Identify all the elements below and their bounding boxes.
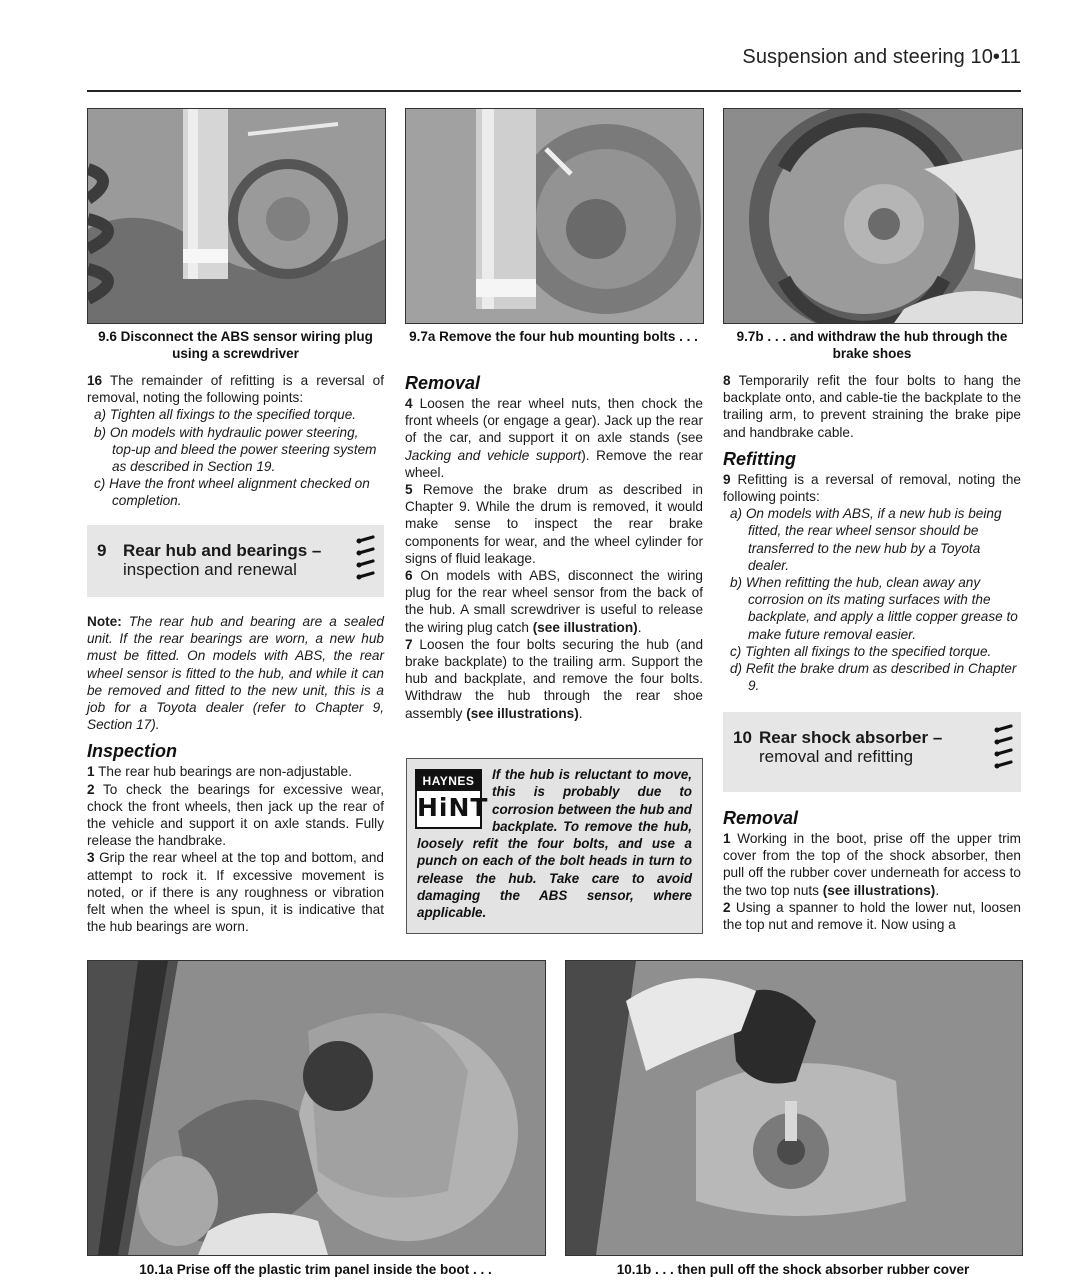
para-ref-bold: (see illustrations) [466, 705, 579, 721]
list-item: c) Have the front wheel alignment checked on completion. [94, 476, 370, 509]
list-item: a) On models with ABS, if a new hub is being fitted, the rear wheel sensor should be transferred to the new hub by a Toyota dealer. [730, 506, 1002, 573]
para-number: 9 [723, 471, 731, 487]
difficulty-spanner-icon [993, 722, 1015, 782]
heading-inspection: Inspection [87, 741, 178, 762]
photo-rubber-cover [565, 960, 1023, 1256]
section-number: 9 [97, 541, 107, 560]
para-16 [87, 372, 384, 406]
para-ref-bold: (see illustration) [532, 619, 638, 635]
para-7 [405, 636, 703, 722]
para-number: 5 [405, 482, 413, 498]
photo-hub-withdraw [723, 108, 1023, 324]
caption-9-6: 9.6 Disconnect the ABS sensor wiring plug using a screwdriver [98, 329, 373, 361]
caption-9-7b: 9.7b . . . and withdraw the hub through the brake shoes [736, 329, 1008, 361]
para-italic-ref: Jacking and vehicle support [405, 447, 582, 463]
note-label: Note: [87, 614, 122, 629]
section-title-sub: removal and refitting [759, 747, 914, 766]
para-text: To check the bearings for excessive wear, chock the front wheels, then jack up the rear of the vehicle and support it on axle stands. Fully release the handbrake. [87, 781, 384, 849]
hint-text-block [417, 766, 692, 922]
para-4 [405, 395, 703, 481]
para-number: 6 [405, 568, 413, 584]
section-number: 10 [733, 728, 752, 747]
para-text: Using a spanner to hold the lower nut, loosen the top nut and remove it. Now using a [723, 899, 1021, 933]
para-end: . [637, 619, 642, 635]
para-2 [87, 781, 384, 850]
note-paragraph [87, 613, 384, 733]
para-text: ). Remove the rear wheel. [405, 447, 703, 480]
hint-logo-haynes: HAYNES [417, 771, 480, 791]
section-title [759, 728, 942, 766]
column-1-top [87, 372, 384, 510]
para-text: The rear hub bearings are non-adjustable. [94, 764, 353, 780]
para-number: 4 [405, 396, 413, 411]
heading-removal: Removal [405, 373, 481, 393]
para-5 [405, 481, 703, 567]
para-6 [405, 567, 703, 636]
para-text: The remainder of refitting is a reversal of removal, noting the following points: [87, 373, 384, 406]
para-number: 2 [87, 781, 95, 797]
para-number: 1 [87, 764, 95, 780]
para-number: 1 [723, 831, 731, 846]
section-title-bold: Rear hub and bearings – [123, 541, 322, 560]
para-2 [723, 899, 1021, 933]
para-number: 16 [87, 373, 103, 388]
note-text: The rear hub and bearing are a sealed unit. If the rear bearings are worn, a new hub must be fitted. On models with ABS, the rear wheel sensor is fitted to the hub, and while it can be removed and fitted to the new unit, this is a job for a Toyota dealer (refer to Chapter 9, Section 17). [87, 614, 384, 733]
para-9 [723, 471, 1021, 505]
column-3 [723, 372, 1021, 694]
header-rule [87, 90, 1021, 92]
para-8 [723, 372, 1021, 441]
caption-10-1a: 10.1a Prise off the plastic trim panel inside the boot . . . [139, 1262, 492, 1277]
column-1-bottom [87, 613, 384, 935]
list-item: a) Tighten all fixings to the specified torque. [94, 407, 357, 423]
para-text: On models with ABS, disconnect the wiring plug for the rear wheel sensor from the back of the hub. A small screwdriver is useful to release the wiring plug catch [405, 568, 703, 635]
column-3-bottom [723, 806, 1021, 933]
para-end: . [578, 705, 583, 721]
para-3 [87, 849, 384, 935]
caption-9-7a: 9.7a Remove the four hub mounting bolts . . . [409, 329, 698, 344]
para-number: 8 [723, 373, 731, 388]
page-header-title: Suspension and steering 10•11 [742, 46, 1021, 68]
refitting-points-list [87, 406, 384, 509]
photo-hub-mounting-bolts [405, 108, 704, 324]
para-number: 7 [405, 636, 413, 652]
difficulty-spanner-icon [355, 533, 377, 593]
hint-logo-hint: HiNT [417, 793, 489, 822]
para-ref-bold: (see illustrations) [822, 882, 936, 898]
column-2 [405, 371, 703, 722]
hint-text: If the hub is reluctant to move, this is probably due to corrosion between the hub and backplate. To remove the hub, loosely refit the four bolts, and use a punch on each of the bolt heads in turn to release the hub. Take care to avoid damaging the ABS sensor, where applicable. [417, 767, 692, 921]
para-text: Loosen the four bolts securing the hub (and brake backplate) to the trailing arm. Support the hub and backplate, and remove the four bolts. Withdraw the hub through the rear shoe assembly [405, 636, 703, 721]
para-1 [87, 763, 384, 780]
para-end: . [935, 882, 940, 898]
heading-removal: Removal [723, 808, 799, 828]
section-title [123, 541, 321, 579]
para-text: Grip the rear wheel at the top and bottom, and attempt to rock it. If excessive movement is noted, or if there is any roughness or vibration felt when the wheel is spun, it is indicative that the hub bearings are worn. [87, 850, 384, 935]
para-number: 3 [87, 850, 95, 866]
list-item: c) Tighten all fixings to the specified torque. [730, 643, 992, 659]
section-title-sub: inspection and renewal [123, 560, 297, 579]
para-1 [723, 830, 1021, 899]
list-item: b) When refitting the hub, clean away any corrosion on its mating surfaces with the backplate, and apply a little copper grease to make future removal easier. [730, 575, 1018, 642]
section-9-heading-box [87, 525, 384, 597]
section-10-heading-box [723, 712, 1021, 792]
para-text: Refitting is a reversal of removal, noting the following points: [723, 471, 1021, 505]
photo-abs-sensor-plug [87, 108, 386, 324]
photo-trim-panel [87, 960, 546, 1256]
heading-refitting: Refitting [723, 448, 796, 469]
caption-10-1b: 10.1b . . . then pull off the shock absorber rubber cover [616, 1262, 970, 1277]
para-text: Remove the brake drum as described in Chapter 9. While the drum is removed, it would make sense to inspect the rear brake components for wear, and the wheel cylinder for signs of fluid leakage. [405, 482, 703, 566]
para-text: Working in the boot, prise off the upper trim cover from the top of the shock absorber, then pull off the rubber cover underneath for access to the two top nuts [723, 831, 1021, 898]
para-text: Loosen the rear wheel nuts, then chock the front wheels (or engage a gear). Jack up the rear of the car, and support it on axle stands (see [405, 396, 703, 446]
para-text: Temporarily refit the four bolts to hang the backplate onto, and cable-tie the backplate to the trailing arm, to prevent straining the brake pipe and handbrake cable. [723, 373, 1021, 440]
para-number: 2 [723, 899, 731, 915]
list-item: b) On models with hydraulic power steering, top-up and bleed the power steering system as described in Section 19. [94, 424, 377, 475]
haynes-hint-box [406, 758, 703, 934]
section-title-bold: Rear shock absorber – [759, 728, 943, 747]
list-item: d) Refit the brake drum as described in Chapter 9. [730, 661, 1017, 694]
refitting-points-list [723, 505, 1021, 694]
